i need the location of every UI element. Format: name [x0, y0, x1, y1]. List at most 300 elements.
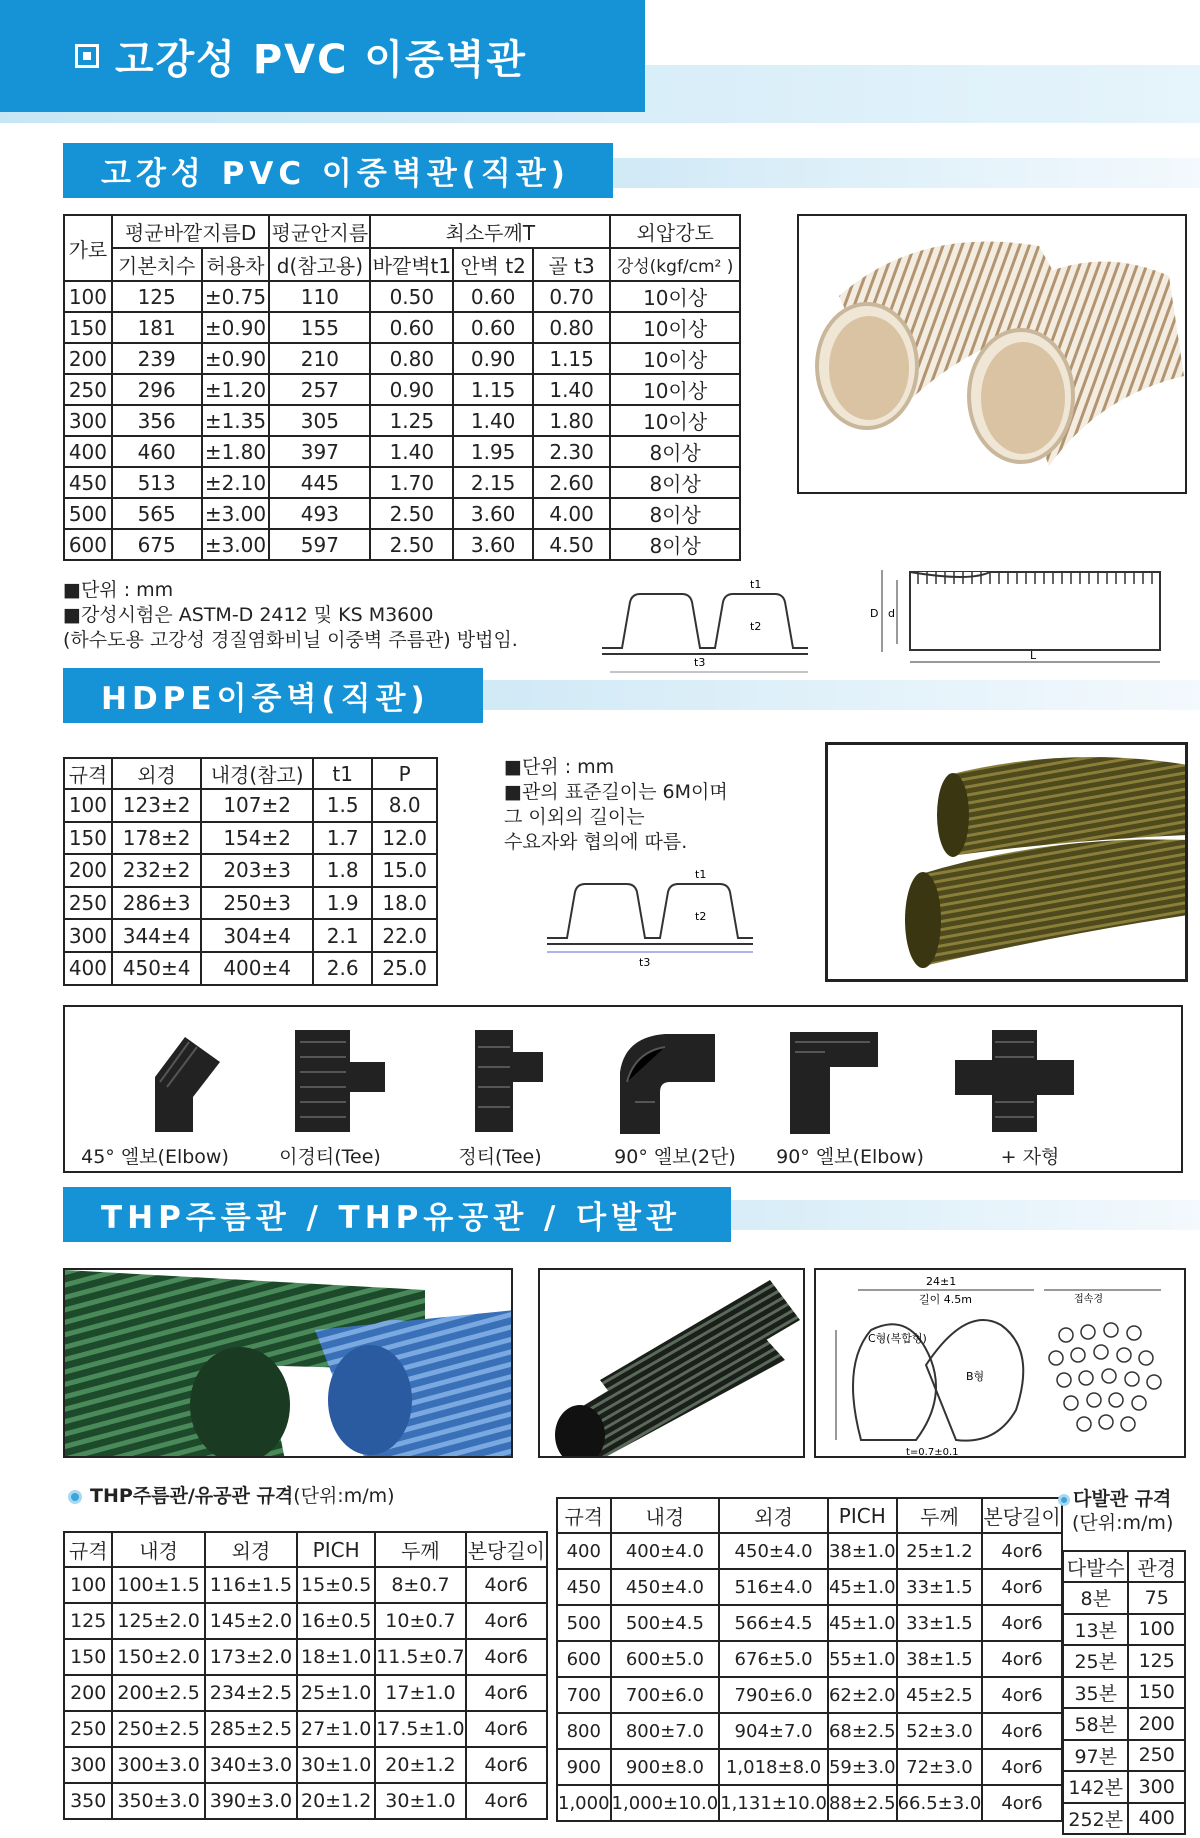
table-cell: 10이상 [610, 343, 740, 374]
column-header: 두께 [375, 1532, 465, 1567]
table-cell: 8.0 [372, 789, 437, 822]
table-cell: 2.15 [453, 467, 533, 498]
table-row [64, 281, 740, 312]
table-cell: 800 [557, 1713, 611, 1749]
table-cell: ±1.20 [202, 374, 270, 405]
table-row [64, 1675, 547, 1711]
table-row [64, 312, 740, 343]
table-cell: 1.9 [313, 887, 372, 920]
table-cell: 450 [557, 1569, 611, 1605]
table-cell: 0.50 [370, 281, 453, 312]
col-avg-out: 평균바깥지름D [112, 215, 270, 248]
table-row [64, 1711, 547, 1747]
table-cell: 516±4.0 [719, 1569, 828, 1605]
table-cell: 904±7.0 [719, 1713, 828, 1749]
table-cell: 68±2.5 [828, 1713, 897, 1749]
table-row [64, 1747, 547, 1783]
table-cell: 200±2.5 [112, 1675, 204, 1711]
bullet-dot-icon [68, 1490, 82, 1504]
cross-fitting-icon [950, 1022, 1080, 1137]
t1-label: t1 [750, 580, 762, 591]
table-cell: 397 [269, 436, 370, 467]
table-cell: 4or6 [982, 1641, 1061, 1677]
equal-tee-icon [460, 1022, 550, 1137]
table-cell: 2.1 [313, 919, 372, 952]
dabal-title: 다발관 규격 [1073, 1488, 1172, 1510]
t1-label: t1 [695, 870, 707, 881]
thp-dimension-diagram [814, 1268, 1186, 1458]
table-cell: 450±4.0 [611, 1569, 720, 1605]
column-header: PICH [828, 1498, 897, 1533]
column-header: P [372, 758, 437, 789]
column-header: 본당길이 [466, 1532, 547, 1567]
table-cell: 1.80 [533, 405, 610, 436]
table-cell: 97본 [1063, 1740, 1128, 1772]
table-cell: 400±4 [201, 952, 313, 985]
table-cell: 18±1.0 [297, 1639, 375, 1675]
c-type-label: C형(복합형) [868, 1332, 927, 1345]
fitting-label-reducer-tee: 이경티(Tee) [279, 1146, 381, 1168]
table-cell: 500±4.5 [611, 1605, 720, 1641]
table-cell: 390±3.0 [205, 1783, 297, 1819]
table-cell: 100 [64, 789, 112, 822]
table-cell: 1.40 [370, 436, 453, 467]
col-garo: 가로 [64, 215, 112, 281]
table-cell: 181 [112, 312, 202, 343]
column-header: 두께 [897, 1498, 983, 1533]
table-row [1063, 1645, 1185, 1677]
table-cell: 500 [64, 498, 112, 529]
table-row [1063, 1771, 1185, 1803]
table-cell: 493 [269, 498, 370, 529]
elbow-90-icon [780, 1022, 890, 1137]
table-cell: 340±3.0 [205, 1747, 297, 1783]
table-cell: 900 [557, 1749, 611, 1785]
table-row [557, 1785, 1062, 1821]
table-cell: 0.90 [453, 343, 533, 374]
table-row [1063, 1708, 1185, 1740]
table-cell: 10이상 [610, 312, 740, 343]
table-cell: 203±3 [201, 854, 313, 887]
pvc-pipe-photo [797, 214, 1187, 494]
hdpe-pipe-image [828, 745, 1188, 981]
table-cell: 700±6.0 [611, 1677, 720, 1713]
table-cell: 107±2 [201, 789, 313, 822]
table-cell: 13본 [1063, 1614, 1128, 1646]
table-cell: 1.8 [313, 854, 372, 887]
dabal-unit: (단위:m/m) [1072, 1512, 1174, 1534]
hdpe-spec-table [63, 757, 438, 986]
table-cell: 4or6 [982, 1677, 1061, 1713]
table-cell: 150 [64, 1639, 112, 1675]
table-cell: 150 [64, 312, 112, 343]
table-cell: 38±1.5 [897, 1641, 983, 1677]
table-cell: 565 [112, 498, 202, 529]
profile-diagram-hdpe [545, 870, 755, 975]
table-cell: 30±1.0 [375, 1783, 465, 1819]
table-cell: 286±3 [112, 887, 202, 920]
table-header-row [1063, 1551, 1185, 1582]
table-cell: 0.80 [533, 312, 610, 343]
diagram-top-label: 24±1 [926, 1275, 957, 1288]
table-cell: 252본 [1063, 1803, 1128, 1835]
column-header: 외경 [205, 1532, 297, 1567]
table-cell: 125 [64, 1603, 112, 1639]
table-cell: 600 [64, 529, 112, 560]
table-cell: 600±5.0 [611, 1641, 720, 1677]
table-cell: 0.70 [533, 281, 610, 312]
table-cell: 17.5±1.0 [375, 1711, 465, 1747]
table-cell: 675 [112, 529, 202, 560]
table-cell: ±0.75 [202, 281, 270, 312]
fitting-label-elbow90: 90° 엘보(Elbow) [776, 1146, 924, 1168]
table-cell: 10±0.7 [375, 1603, 465, 1639]
table-cell: 27±1.0 [297, 1711, 375, 1747]
table-cell: 300 [1128, 1771, 1185, 1803]
table-cell: 285±2.5 [205, 1711, 297, 1747]
table-cell: 110 [269, 281, 370, 312]
table-cell: 1,018±8.0 [719, 1749, 828, 1785]
table-cell: 75 [1128, 1582, 1185, 1614]
elbow-90-2stage-icon [605, 1022, 725, 1137]
table-cell: 445 [269, 467, 370, 498]
table-cell: 350 [64, 1783, 112, 1819]
col-t1: 바깥벽t1 [370, 248, 453, 281]
note-test: ■강성시험은 ASTM-D 2412 및 KS M3600 [63, 604, 434, 626]
column-header: t1 [313, 758, 372, 789]
table-cell: 200 [1128, 1708, 1185, 1740]
table-row [64, 1603, 547, 1639]
table-cell: 450±4 [112, 952, 202, 985]
table-cell: 2.60 [533, 467, 610, 498]
table-cell: 45±1.0 [828, 1605, 897, 1641]
table-cell: 4or6 [982, 1533, 1061, 1569]
table-cell: 4or6 [982, 1749, 1061, 1785]
table-cell: 45±1.0 [828, 1569, 897, 1605]
table-cell: 1.95 [453, 436, 533, 467]
thp-diagram-image [816, 1270, 1186, 1458]
table-cell: 100 [64, 1567, 112, 1603]
table-cell: 0.60 [453, 312, 533, 343]
table-header-row [64, 758, 437, 789]
table-cell: 154±2 [201, 822, 313, 855]
col-t3: 골 t3 [533, 248, 610, 281]
col-unit: 강성(kgf/cm² ) [610, 248, 740, 281]
diagram-length-label: 길이 4.5m [919, 1293, 972, 1306]
table-cell: 200 [64, 854, 112, 887]
table-row [64, 1783, 547, 1819]
col-basic: 기본치수 [112, 248, 202, 281]
table-cell: 4or6 [466, 1639, 547, 1675]
table-cell: 400 [557, 1533, 611, 1569]
table-row [64, 822, 437, 855]
table-cell: 0.90 [370, 374, 453, 405]
table-row [64, 405, 740, 436]
table-cell: 20±1.2 [375, 1747, 465, 1783]
table-cell: 0.60 [453, 281, 533, 312]
table-cell: 2.6 [313, 952, 372, 985]
table-row [1063, 1740, 1185, 1772]
table-cell: 460 [112, 436, 202, 467]
table-cell: 12.0 [372, 822, 437, 855]
thp-spec-table-right [556, 1497, 1063, 1822]
column-header: PICH [297, 1532, 375, 1567]
table-cell: 4or6 [466, 1711, 547, 1747]
col-strength: 외압강도 [610, 215, 740, 248]
table-cell: 35본 [1063, 1677, 1128, 1709]
table-cell: 125 [112, 281, 202, 312]
section-band [600, 158, 1200, 188]
table-cell: 45±2.5 [897, 1677, 983, 1713]
table-row [1063, 1803, 1185, 1835]
table-cell: 450±4.0 [719, 1533, 828, 1569]
bullet-dot-icon [1058, 1494, 1070, 1506]
table-cell: 300±3.0 [112, 1747, 204, 1783]
table-cell: ±3.00 [202, 529, 270, 560]
table-cell: 142본 [1063, 1771, 1128, 1803]
table-cell: 1,000±10.0 [611, 1785, 720, 1821]
column-header: 규격 [64, 758, 112, 789]
table-cell: 210 [269, 343, 370, 374]
table-cell: 38±1.0 [828, 1533, 897, 1569]
table-row [64, 919, 437, 952]
table-cell: 10이상 [610, 374, 740, 405]
page-title [0, 0, 645, 112]
table-row [64, 789, 437, 822]
section-band [460, 680, 1200, 710]
d-inner-label: d [888, 607, 895, 620]
table-cell: 356 [112, 405, 202, 436]
table-cell: 250 [64, 374, 112, 405]
table-row [557, 1605, 1062, 1641]
table-cell: 250±2.5 [112, 1711, 204, 1747]
table-cell: 1,131±10.0 [719, 1785, 828, 1821]
table-cell: 676±5.0 [719, 1641, 828, 1677]
table-cell: 8±0.7 [375, 1567, 465, 1603]
note-unit: ■단위 : mm [504, 756, 615, 778]
table-row [557, 1677, 1062, 1713]
table-row [64, 1639, 547, 1675]
table-cell: ±0.90 [202, 343, 270, 374]
table-cell: 8이상 [610, 498, 740, 529]
table-row [1063, 1677, 1185, 1709]
pvc-notes [63, 578, 518, 653]
thickness-label: t=0.7±0.1 [906, 1447, 959, 1458]
table-cell: 400 [64, 436, 112, 467]
table-cell: 116±1.5 [205, 1567, 297, 1603]
table-cell: 250 [64, 1711, 112, 1747]
table-cell: 150 [1128, 1677, 1185, 1709]
table-cell: 350±3.0 [112, 1783, 204, 1819]
column-header: 내경(참고) [201, 758, 313, 789]
table-cell: 344±4 [112, 919, 202, 952]
table-cell: 250 [1128, 1740, 1185, 1772]
table-cell: 2.50 [370, 529, 453, 560]
thp-perforated-image [540, 1270, 805, 1458]
table-cell: 1.40 [453, 405, 533, 436]
table-cell: 305 [269, 405, 370, 436]
table-cell: 450 [64, 467, 112, 498]
table-cell: 11.5±0.7 [375, 1639, 465, 1675]
thp-spec-title: THP주름관/유공관 규격 [90, 1485, 294, 1507]
b-type-label: B형 [966, 1370, 985, 1383]
table-row [64, 887, 437, 920]
thp-perforated-photo [538, 1268, 805, 1458]
note-consult: 수요자와 협의에 따름. [504, 831, 688, 853]
t2-label: t2 [750, 620, 762, 633]
thp-spec-table-left [63, 1531, 548, 1820]
pvc-spec-table [63, 214, 741, 561]
table-cell: 150 [64, 822, 112, 855]
dabal-spec-heading [1058, 1484, 1171, 1511]
table-cell: 62±2.0 [828, 1677, 897, 1713]
table-cell: 1.7 [313, 822, 372, 855]
fitting-label-tee: 정티(Tee) [458, 1146, 542, 1168]
table-cell: 200 [64, 343, 112, 374]
note-length: ■관의 표준길이는 6M이며 [504, 781, 728, 803]
table-cell: 3.60 [453, 498, 533, 529]
table-cell: 597 [269, 529, 370, 560]
table-row [1063, 1614, 1185, 1646]
table-cell: 125 [1128, 1645, 1185, 1677]
table-cell: 33±1.5 [897, 1605, 983, 1641]
table-cell: 400±4.0 [611, 1533, 720, 1569]
col-min-thick: 최소두께T [370, 215, 610, 248]
thp-pipe-image [65, 1270, 513, 1458]
table-cell: 234±2.5 [205, 1675, 297, 1711]
dabal-spec-table [1062, 1550, 1186, 1835]
table-cell: 513 [112, 467, 202, 498]
fittings-panel [63, 1005, 1183, 1173]
table-cell: 4or6 [982, 1569, 1061, 1605]
table-cell: 100 [64, 281, 112, 312]
table-cell: 800±7.0 [611, 1713, 720, 1749]
table-cell: 88±2.5 [828, 1785, 897, 1821]
thp-spec-heading [68, 1481, 395, 1508]
table-cell: 33±1.5 [897, 1569, 983, 1605]
table-cell: 15±0.5 [297, 1567, 375, 1603]
connection-label: 접속경 [1074, 1294, 1103, 1305]
table-cell: 8이상 [610, 436, 740, 467]
column-header: 외경 [719, 1498, 828, 1533]
table-cell: 4or6 [466, 1603, 547, 1639]
table-cell: 700 [557, 1677, 611, 1713]
note-method: (하수도용 고강성 경질염화비닐 이중벽 주름관) 방법임. [63, 629, 518, 651]
table-cell: 1.40 [533, 374, 610, 405]
table-row [557, 1749, 1062, 1785]
table-cell: 257 [269, 374, 370, 405]
section-title-pvc: 고강성 PVC 이중벽관(직관) [63, 143, 613, 198]
table-cell: 178±2 [112, 822, 202, 855]
table-cell: 15.0 [372, 854, 437, 887]
column-header: 관경 [1128, 1551, 1185, 1582]
table-cell: 300 [64, 405, 112, 436]
table-row [64, 343, 740, 374]
note-other: 그 이외의 길이는 [504, 806, 645, 828]
table-cell: 300 [64, 1747, 112, 1783]
table-cell: 1.15 [453, 374, 533, 405]
table-cell: ±2.10 [202, 467, 270, 498]
table-cell: ±1.80 [202, 436, 270, 467]
table-row [64, 1567, 547, 1603]
table-cell: 304±4 [201, 919, 313, 952]
column-header: 다발수 [1063, 1551, 1128, 1582]
table-cell: 100±1.5 [112, 1567, 204, 1603]
table-cell: 400 [1128, 1803, 1185, 1835]
pipe-section-diagram [870, 562, 1190, 677]
table-cell: 200 [64, 1675, 112, 1711]
table-cell: 100 [1128, 1614, 1185, 1646]
table-row [64, 854, 437, 887]
table-cell: 72±3.0 [897, 1749, 983, 1785]
note-unit: ■단위 : mm [63, 579, 174, 601]
table-row [557, 1569, 1062, 1605]
table-cell: 239 [112, 343, 202, 374]
column-header: 본당길이 [982, 1498, 1061, 1533]
table-cell: 8이상 [610, 529, 740, 560]
column-header: 외경 [112, 758, 202, 789]
col-tol: 허용차 [202, 248, 270, 281]
table-cell: ±0.90 [202, 312, 270, 343]
table-cell: 300 [64, 919, 112, 952]
table-row [557, 1713, 1062, 1749]
table-row [557, 1641, 1062, 1677]
table-cell: 500 [557, 1605, 611, 1641]
table-cell: 400 [64, 952, 112, 985]
table-cell: ±1.35 [202, 405, 270, 436]
col-ref: d(참고용) [269, 248, 370, 281]
table-cell: 4or6 [466, 1783, 547, 1819]
table-cell: 8이상 [610, 467, 740, 498]
table-cell: 22.0 [372, 919, 437, 952]
table-cell: 173±2.0 [205, 1639, 297, 1675]
page-title-text: 고강성 PVC 이중벽관 [115, 36, 527, 83]
hdpe-pipe-photo [825, 742, 1188, 982]
table-cell: 58본 [1063, 1708, 1128, 1740]
t3-label: t3 [694, 656, 706, 669]
table-cell: 59±3.0 [828, 1749, 897, 1785]
table-cell: 25본 [1063, 1645, 1128, 1677]
table-cell: 3.60 [453, 529, 533, 560]
table-cell: 1,000 [557, 1785, 611, 1821]
table-row [64, 436, 740, 467]
table-cell: 250±3 [201, 887, 313, 920]
table-cell: 30±1.0 [297, 1747, 375, 1783]
t3-label: t3 [639, 956, 651, 969]
table-cell: 66.5±3.0 [897, 1785, 983, 1821]
table-cell: 10이상 [610, 281, 740, 312]
fitting-label-cross: + 자형 [1000, 1146, 1060, 1168]
table-cell: 25±1.2 [897, 1533, 983, 1569]
table-row [1063, 1582, 1185, 1614]
column-header: 내경 [611, 1498, 720, 1533]
square-bullet-icon [75, 44, 99, 68]
table-cell: 790±6.0 [719, 1677, 828, 1713]
table-cell: 125±2.0 [112, 1603, 204, 1639]
table-cell: 1.70 [370, 467, 453, 498]
table-cell: 4or6 [982, 1605, 1061, 1641]
table-cell: 145±2.0 [205, 1603, 297, 1639]
table-cell: 20±1.2 [297, 1783, 375, 1819]
table-cell: 566±4.5 [719, 1605, 828, 1641]
table-row [64, 498, 740, 529]
thp-spec-unit: (단위:m/m) [293, 1485, 395, 1507]
elbow-45-icon [105, 1022, 225, 1137]
table-cell: 17±1.0 [375, 1675, 465, 1711]
table-cell: 900±8.0 [611, 1749, 720, 1785]
table-cell: 4.50 [533, 529, 610, 560]
table-cell: ±3.00 [202, 498, 270, 529]
